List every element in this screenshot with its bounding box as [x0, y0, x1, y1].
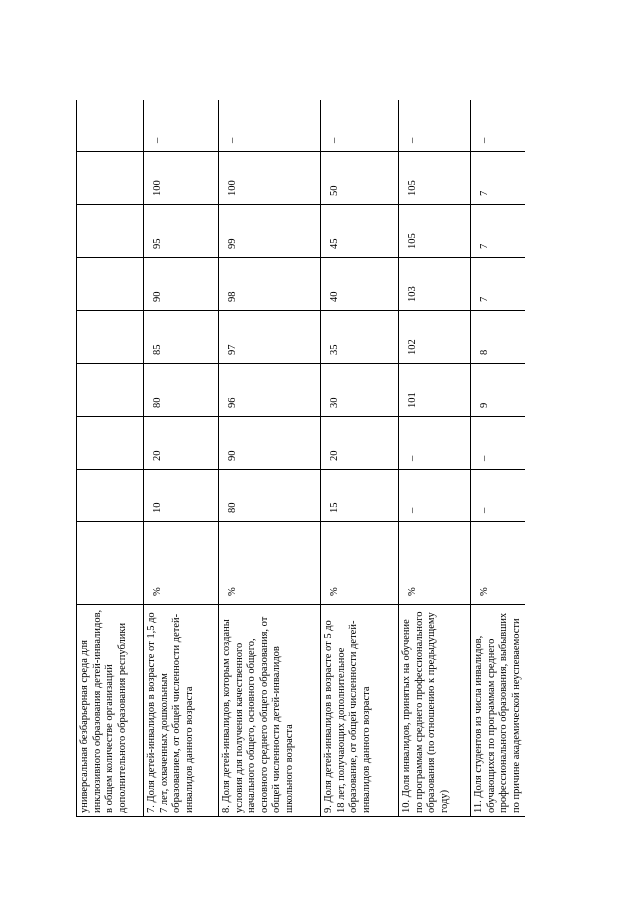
value-cell: –: [321, 100, 399, 152]
table-row: [471, 100, 526, 817]
value-cell: 101: [399, 364, 471, 417]
indicators-table: [76, 100, 525, 817]
indicator-name-text: 10. Доля инвалидов, принятых на обучение по программам среднего профессионального образования (по отношению к предыдущему году): [401, 611, 450, 813]
unit-cell: [77, 522, 144, 605]
value-cell: 50: [321, 152, 399, 205]
value-cell: [77, 100, 144, 152]
unit-cell: %: [144, 522, 219, 605]
indicator-name-text: 7. Доля детей-инвалидов в возрасте от 1,5 до 7 лет, охваченных дошкольным образованием, от общей численности детей-инвалидов данного возраста: [146, 612, 195, 813]
value-cell: 30: [321, 364, 399, 417]
value-cell: –: [399, 417, 471, 470]
table-row: [144, 100, 219, 817]
value-cell: –: [471, 470, 526, 522]
value-cell: 20: [144, 417, 219, 470]
value-cell: 90: [144, 258, 219, 311]
value-cell: 100: [219, 152, 321, 205]
unit-cell: %: [321, 522, 399, 605]
unit-cell: %: [219, 522, 321, 605]
value-cell: 105: [399, 205, 471, 258]
unit-cell: %: [399, 522, 471, 605]
indicator-name-text: 9. Доля детей-инвалидов в возрасте от 5 до 18 лет, получающих дополнительное образование, от общей численности детей-инвалидов данного возраста: [323, 620, 372, 813]
value-cell: [77, 417, 144, 470]
table-body: [77, 100, 526, 817]
value-cell: –: [219, 100, 321, 152]
value-cell: 97: [219, 311, 321, 364]
table-row: [321, 100, 399, 817]
value-cell: 85: [144, 311, 219, 364]
value-cell: [77, 364, 144, 417]
value-cell: [77, 258, 144, 311]
value-cell: 7: [471, 258, 526, 311]
value-cell: 80: [219, 470, 321, 522]
indicator-name: [219, 605, 321, 817]
value-cell: 98: [219, 258, 321, 311]
value-cell: 35: [321, 311, 399, 364]
value-cell: 99: [219, 205, 321, 258]
value-cell: –: [399, 100, 471, 152]
indicator-name: [144, 605, 219, 817]
indicator-name: [77, 605, 144, 817]
indicator-name-text: универсальная безбарьерная среда для инклюзивного образования детей-инвалидов, в общем количестве организаций дополнительного образования республики: [79, 609, 128, 813]
value-cell: 9: [471, 364, 526, 417]
table-row: [219, 100, 321, 817]
value-cell: 103: [399, 258, 471, 311]
indicator-name: [471, 605, 526, 817]
value-cell: 105: [399, 152, 471, 205]
indicator-name-text: 8. Доля детей-инвалидов, которым созданы условия для получения качественного начального общего, основного общего, основного среднего общего образования, от общей численности детей-инвалидов школьного возраста: [221, 616, 295, 813]
rotated-table-container: [76, 100, 525, 817]
page-content: [76, 100, 525, 817]
value-cell: 7: [471, 152, 526, 205]
indicator-name: [321, 605, 399, 817]
value-cell: 95: [144, 205, 219, 258]
indicator-name-text: 11. Доля студентов из числа инвалидов, обучающихся по программам среднего профессионального образования, выбывших по причине академической неуспеваемости: [473, 612, 522, 813]
value-cell: [77, 470, 144, 522]
value-cell: [77, 311, 144, 364]
table-row: [399, 100, 471, 817]
value-cell: 96: [219, 364, 321, 417]
value-cell: 7: [471, 205, 526, 258]
value-cell: –: [144, 100, 219, 152]
value-cell: –: [471, 100, 526, 152]
value-cell: 8: [471, 311, 526, 364]
value-cell: 40: [321, 258, 399, 311]
unit-cell: %: [471, 522, 526, 605]
value-cell: 80: [144, 364, 219, 417]
value-cell: –: [471, 417, 526, 470]
value-cell: 102: [399, 311, 471, 364]
value-cell: –: [399, 470, 471, 522]
value-cell: 90: [219, 417, 321, 470]
indicator-name: [399, 605, 471, 817]
value-cell: 100: [144, 152, 219, 205]
value-cell: 15: [321, 470, 399, 522]
value-cell: 45: [321, 205, 399, 258]
table-row: [77, 100, 144, 817]
value-cell: 10: [144, 470, 219, 522]
value-cell: [77, 205, 144, 258]
value-cell: [77, 152, 144, 205]
value-cell: 20: [321, 417, 399, 470]
